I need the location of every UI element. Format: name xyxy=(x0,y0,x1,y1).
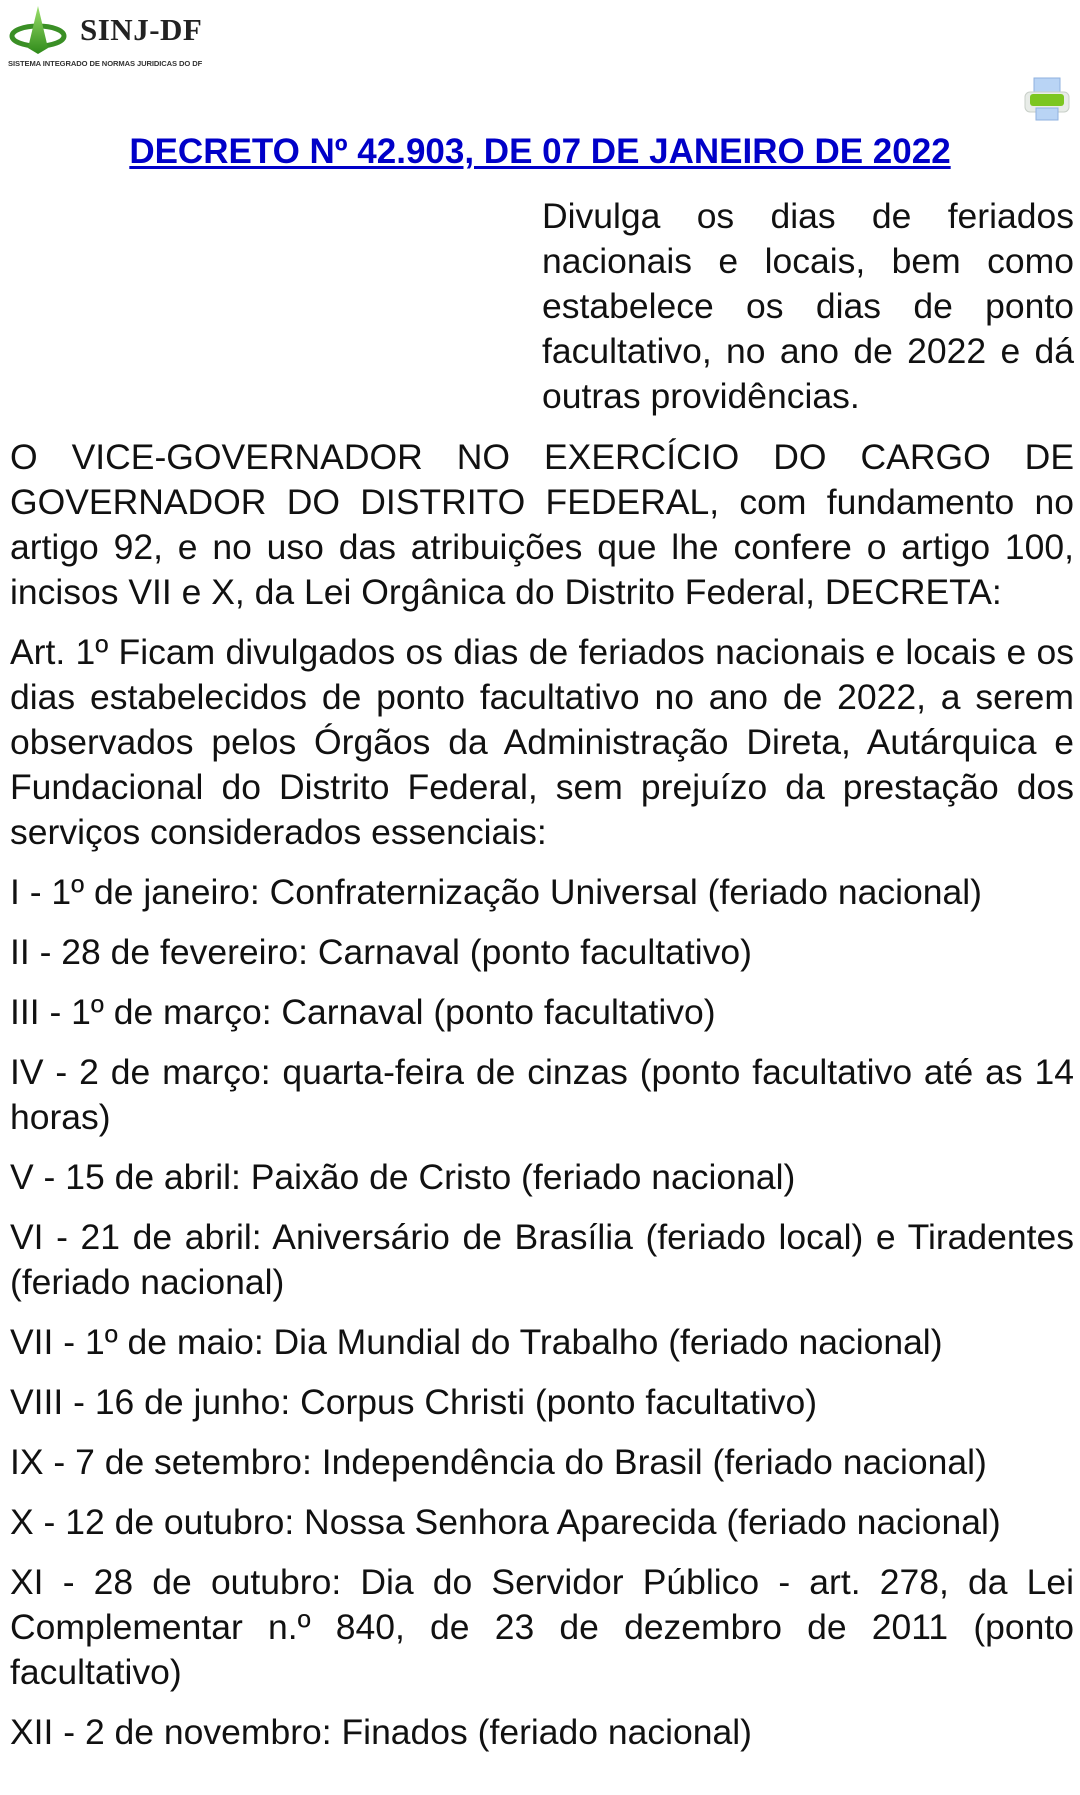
document-body xyxy=(10,194,1074,1770)
sinj-df-logo[interactable] xyxy=(8,4,228,68)
decree-title xyxy=(0,132,1080,172)
list-item: II - 28 de fevereiro: Carnaval (ponto facultativo) xyxy=(10,932,752,972)
ementa: Divulga os dias de feriados nacionais e locais, bem como estabelece os dias de ponto facultativo, no ano de 2022 e dá outras providências. xyxy=(542,196,1074,416)
list-item: III - 1º de março: Carnaval (ponto facultativo) xyxy=(10,992,716,1032)
list-item: IV - 2 de março: quarta-feira de cinzas (ponto facultativo até as 14 horas) xyxy=(10,1052,1074,1137)
list-item: VIII - 16 de junho: Corpus Christi (ponto facultativo) xyxy=(10,1382,818,1422)
list-item: I - 1º de janeiro: Confraternização Universal (feriado nacional) xyxy=(10,872,982,912)
decree-title-link[interactable]: DECRETO Nº 42.903, DE 07 DE JANEIRO DE 2022 xyxy=(129,132,951,171)
logo-emblem-icon xyxy=(8,4,72,56)
list-item: IX - 7 de setembro: Independência do Brasil (feriado nacional) xyxy=(10,1442,987,1482)
list-item: V - 15 de abril: Paixão de Cristo (feriado nacional) xyxy=(10,1157,796,1197)
printer-icon xyxy=(1022,76,1072,124)
list-item: X - 12 de outubro: Nossa Senhora Aparecida (feriado nacional) xyxy=(10,1502,1001,1542)
list-item: VII - 1º de maio: Dia Mundial do Trabalho (feriado nacional) xyxy=(10,1322,943,1362)
print-button[interactable] xyxy=(1022,76,1072,124)
list-item: XII - 2 de novembro: Finados (feriado nacional) xyxy=(10,1712,752,1752)
logo-name: SINJ-DF xyxy=(80,12,203,47)
list-item: XI - 28 de outubro: Dia do Servidor Público - art. 278, da Lei Complementar n.º 840, de 23 de dezembro de 2011 (ponto facultativo) xyxy=(10,1562,1074,1692)
logo-subtitle: SISTEMA INTEGRADO DE NORMAS JURIDICAS DO DF xyxy=(8,59,203,68)
list-item: VI - 21 de abril: Aniversário de Brasília (feriado local) e Tiradentes (feriado nacional) xyxy=(10,1217,1074,1302)
article-1: Art. 1º Ficam divulgados os dias de feriados nacionais e locais e os dias estabelecidos de ponto facultativo no ano de 2022, a serem observados pelos Órgãos da Administração Direta, Autárquica e Fundacional do Distrito Federal, sem prejuízo da prestação dos serviços considerados essenciais: xyxy=(10,632,1074,852)
preamble: O VICE-GOVERNADOR NO EXERCÍCIO DO CARGO DE GOVERNADOR DO DISTRITO FEDERAL, com fundamento no artigo 92, e no uso das atribuições que lhe confere o artigo 100, incisos VII e X, da Lei Orgânica do Distrito Federal, DECRETA: xyxy=(10,437,1074,612)
